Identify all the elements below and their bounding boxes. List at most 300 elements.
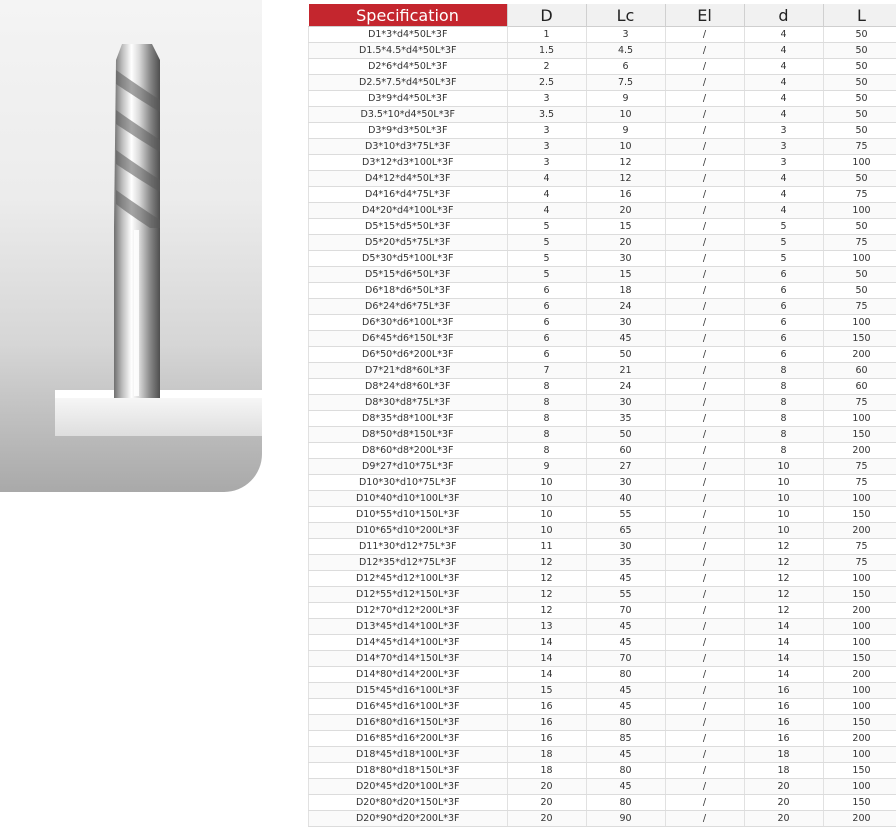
cell-el-value: / (665, 379, 744, 395)
cell-spec: D3*9*d4*50L*3F (309, 91, 508, 107)
table-row (309, 43, 896, 59)
cell-el-value: / (665, 171, 744, 187)
cell-lc-value: 10 (586, 139, 665, 155)
cell-shank-d-value: 6 (744, 299, 823, 315)
cell-el-value: / (665, 795, 744, 811)
cell-d-value: 4 (507, 171, 586, 187)
cell-lc-value: 80 (586, 763, 665, 779)
cell-lc-value: 45 (586, 635, 665, 651)
cell-shank-d-value: 18 (744, 763, 823, 779)
table-row (309, 731, 896, 747)
cell-shank-d-value: 16 (744, 699, 823, 715)
cell-shank-d-value: 5 (744, 235, 823, 251)
cell-length-value: 75 (823, 235, 896, 251)
table-row (309, 763, 896, 779)
cell-el-value: / (665, 427, 744, 443)
cell-lc-value: 50 (586, 427, 665, 443)
cell-spec: D8*24*d8*60L*3F (309, 379, 508, 395)
cell-shank-d-value: 6 (744, 331, 823, 347)
table-row (309, 331, 896, 347)
cell-d-value: 1 (507, 27, 586, 43)
col-header-L: L (823, 4, 896, 27)
cell-el-value: / (665, 139, 744, 155)
cell-length-value: 100 (823, 155, 896, 171)
cell-el-value: / (665, 59, 744, 75)
cell-length-value: 50 (823, 171, 896, 187)
cell-el-value: / (665, 219, 744, 235)
cell-lc-value: 24 (586, 299, 665, 315)
table-row (309, 91, 896, 107)
cell-spec: D10*65*d10*200L*3F (309, 523, 508, 539)
cell-lc-value: 45 (586, 331, 665, 347)
cell-el-value: / (665, 619, 744, 635)
cell-length-value: 200 (823, 523, 896, 539)
cell-spec: D16*80*d16*150L*3F (309, 715, 508, 731)
table-row (309, 411, 896, 427)
cell-shank-d-value: 5 (744, 219, 823, 235)
cell-shank-d-value: 14 (744, 651, 823, 667)
cell-d-value: 3.5 (507, 107, 586, 123)
cell-shank-d-value: 12 (744, 571, 823, 587)
cell-shank-d-value: 10 (744, 491, 823, 507)
cell-shank-d-value: 16 (744, 731, 823, 747)
cell-spec: D5*30*d5*100L*3F (309, 251, 508, 267)
table-row (309, 523, 896, 539)
cell-spec: D5*20*d5*75L*3F (309, 235, 508, 251)
cell-length-value: 100 (823, 571, 896, 587)
cell-el-value: / (665, 555, 744, 571)
cell-el-value: / (665, 747, 744, 763)
cell-d-value: 4 (507, 203, 586, 219)
cell-spec: D16*45*d16*100L*3F (309, 699, 508, 715)
cell-spec: D3*12*d3*100L*3F (309, 155, 508, 171)
table-row (309, 187, 896, 203)
cell-length-value: 50 (823, 283, 896, 299)
cell-length-value: 50 (823, 107, 896, 123)
cell-d-value: 6 (507, 347, 586, 363)
cell-d-value: 10 (507, 523, 586, 539)
cell-lc-value: 55 (586, 507, 665, 523)
cell-shank-d-value: 18 (744, 747, 823, 763)
cell-el-value: / (665, 187, 744, 203)
cell-el-value: / (665, 635, 744, 651)
cell-shank-d-value: 6 (744, 347, 823, 363)
cell-lc-value: 10 (586, 107, 665, 123)
cell-spec: D14*80*d14*200L*3F (309, 667, 508, 683)
cell-length-value: 100 (823, 315, 896, 331)
cell-length-value: 75 (823, 299, 896, 315)
cell-length-value: 150 (823, 587, 896, 603)
col-header-specification: Specification (309, 4, 508, 27)
cell-length-value: 50 (823, 43, 896, 59)
cell-spec: D13*45*d14*100L*3F (309, 619, 508, 635)
cell-el-value: / (665, 651, 744, 667)
cell-length-value: 150 (823, 651, 896, 667)
cell-spec: D6*24*d6*75L*3F (309, 299, 508, 315)
cell-spec: D6*45*d6*150L*3F (309, 331, 508, 347)
end-mill-illustration (0, 0, 262, 492)
cell-shank-d-value: 20 (744, 811, 823, 827)
cell-spec: D11*30*d12*75L*3F (309, 539, 508, 555)
cell-d-value: 3 (507, 139, 586, 155)
cell-el-value: / (665, 251, 744, 267)
cell-d-value: 6 (507, 283, 586, 299)
cell-lc-value: 15 (586, 219, 665, 235)
table-header-row (309, 4, 896, 27)
table-row (309, 155, 896, 171)
cell-spec: D6*30*d6*100L*3F (309, 315, 508, 331)
cell-el-value: / (665, 75, 744, 91)
table-row (309, 507, 896, 523)
cell-shank-d-value: 4 (744, 59, 823, 75)
cell-shank-d-value: 8 (744, 363, 823, 379)
cell-shank-d-value: 3 (744, 139, 823, 155)
cell-spec: D6*18*d6*50L*3F (309, 283, 508, 299)
cell-lc-value: 24 (586, 379, 665, 395)
cell-d-value: 20 (507, 811, 586, 827)
cell-d-value: 14 (507, 667, 586, 683)
cell-el-value: / (665, 475, 744, 491)
cell-spec: D5*15*d6*50L*3F (309, 267, 508, 283)
cell-length-value: 100 (823, 699, 896, 715)
cell-d-value: 16 (507, 731, 586, 747)
cell-shank-d-value: 4 (744, 203, 823, 219)
cell-spec: D1.5*4.5*d4*50L*3F (309, 43, 508, 59)
col-header-D: D (507, 4, 586, 27)
cell-el-value: / (665, 699, 744, 715)
cell-length-value: 200 (823, 667, 896, 683)
cell-d-value: 5 (507, 267, 586, 283)
table-row (309, 571, 896, 587)
cell-lc-value: 80 (586, 795, 665, 811)
cell-spec: D10*40*d10*100L*3F (309, 491, 508, 507)
cell-lc-value: 30 (586, 475, 665, 491)
cell-d-value: 5 (507, 235, 586, 251)
shank-highlight (134, 230, 139, 396)
cell-shank-d-value: 12 (744, 555, 823, 571)
cell-shank-d-value: 6 (744, 267, 823, 283)
cell-shank-d-value: 20 (744, 795, 823, 811)
cell-shank-d-value: 10 (744, 523, 823, 539)
col-header-d: d (744, 4, 823, 27)
cell-length-value: 50 (823, 267, 896, 283)
cell-shank-d-value: 4 (744, 171, 823, 187)
cell-d-value: 10 (507, 491, 586, 507)
cell-d-value: 2 (507, 59, 586, 75)
table-row (309, 171, 896, 187)
product-photo (0, 0, 262, 492)
cell-length-value: 50 (823, 75, 896, 91)
cell-lc-value: 70 (586, 603, 665, 619)
cell-lc-value: 7.5 (586, 75, 665, 91)
table-row (309, 795, 896, 811)
table-row (309, 251, 896, 267)
cell-spec: D3*10*d3*75L*3F (309, 139, 508, 155)
cell-lc-value: 45 (586, 683, 665, 699)
cell-shank-d-value: 6 (744, 315, 823, 331)
cell-el-value: / (665, 347, 744, 363)
cell-shank-d-value: 10 (744, 507, 823, 523)
cell-el-value: / (665, 267, 744, 283)
cell-lc-value: 21 (586, 363, 665, 379)
cell-length-value: 100 (823, 635, 896, 651)
cell-el-value: / (665, 667, 744, 683)
table-row (309, 283, 896, 299)
table-body (309, 27, 896, 827)
table-row (309, 443, 896, 459)
cell-shank-d-value: 14 (744, 635, 823, 651)
cell-lc-value: 18 (586, 283, 665, 299)
cell-lc-value: 3 (586, 27, 665, 43)
cell-spec: D8*30*d8*75L*3F (309, 395, 508, 411)
cell-shank-d-value: 10 (744, 459, 823, 475)
cell-shank-d-value: 16 (744, 715, 823, 731)
table-row (309, 491, 896, 507)
cell-shank-d-value: 8 (744, 379, 823, 395)
table-row (309, 299, 896, 315)
cell-d-value: 18 (507, 763, 586, 779)
table-row (309, 667, 896, 683)
cell-lc-value: 4.5 (586, 43, 665, 59)
cell-d-value: 12 (507, 571, 586, 587)
table-row (309, 475, 896, 491)
cell-lc-value: 30 (586, 395, 665, 411)
cell-d-value: 5 (507, 251, 586, 267)
cell-lc-value: 55 (586, 587, 665, 603)
cell-lc-value: 85 (586, 731, 665, 747)
cell-d-value: 8 (507, 379, 586, 395)
cell-length-value: 150 (823, 763, 896, 779)
cell-el-value: / (665, 763, 744, 779)
cell-el-value: / (665, 811, 744, 827)
cell-el-value: / (665, 731, 744, 747)
cell-shank-d-value: 3 (744, 123, 823, 139)
cell-lc-value: 70 (586, 651, 665, 667)
cell-el-value: / (665, 523, 744, 539)
table-row (309, 747, 896, 763)
cell-shank-d-value: 6 (744, 283, 823, 299)
cell-lc-value: 30 (586, 315, 665, 331)
cell-spec: D10*30*d10*75L*3F (309, 475, 508, 491)
cell-length-value: 50 (823, 91, 896, 107)
cell-lc-value: 12 (586, 155, 665, 171)
cell-length-value: 60 (823, 379, 896, 395)
cell-spec: D8*60*d8*200L*3F (309, 443, 508, 459)
cell-length-value: 75 (823, 475, 896, 491)
cell-length-value: 75 (823, 539, 896, 555)
cell-d-value: 6 (507, 331, 586, 347)
cell-spec: D16*85*d16*200L*3F (309, 731, 508, 747)
table-row (309, 27, 896, 43)
cell-shank-d-value: 10 (744, 475, 823, 491)
cell-d-value: 13 (507, 619, 586, 635)
cell-shank-d-value: 3 (744, 155, 823, 171)
cell-el-value: / (665, 203, 744, 219)
cell-el-value: / (665, 395, 744, 411)
table-row (309, 203, 896, 219)
cell-spec: D6*50*d6*200L*3F (309, 347, 508, 363)
cell-spec: D8*35*d8*100L*3F (309, 411, 508, 427)
cell-length-value: 50 (823, 123, 896, 139)
cell-spec: D14*45*d14*100L*3F (309, 635, 508, 651)
cell-spec: D3*9*d3*50L*3F (309, 123, 508, 139)
cell-spec: D15*45*d16*100L*3F (309, 683, 508, 699)
table-row (309, 267, 896, 283)
cell-spec: D20*90*d20*200L*3F (309, 811, 508, 827)
col-header-El: El (665, 4, 744, 27)
cell-el-value: / (665, 155, 744, 171)
cell-d-value: 8 (507, 411, 586, 427)
cell-length-value: 100 (823, 251, 896, 267)
cell-d-value: 12 (507, 603, 586, 619)
table-row (309, 587, 896, 603)
table-row (309, 139, 896, 155)
cell-shank-d-value: 4 (744, 187, 823, 203)
cell-length-value: 200 (823, 811, 896, 827)
cell-el-value: / (665, 91, 744, 107)
cell-shank-d-value: 8 (744, 427, 823, 443)
cell-length-value: 75 (823, 555, 896, 571)
cell-lc-value: 40 (586, 491, 665, 507)
cell-length-value: 75 (823, 139, 896, 155)
cell-d-value: 12 (507, 587, 586, 603)
cell-spec: D10*55*d10*150L*3F (309, 507, 508, 523)
table-row (309, 699, 896, 715)
cell-length-value: 60 (823, 363, 896, 379)
table-row (309, 619, 896, 635)
cell-shank-d-value: 14 (744, 619, 823, 635)
cell-el-value: / (665, 43, 744, 59)
cell-spec: D4*12*d4*50L*3F (309, 171, 508, 187)
cell-d-value: 4 (507, 187, 586, 203)
cell-el-value: / (665, 235, 744, 251)
cell-d-value: 9 (507, 459, 586, 475)
cell-shank-d-value: 8 (744, 411, 823, 427)
cell-lc-value: 30 (586, 251, 665, 267)
cell-d-value: 10 (507, 475, 586, 491)
cell-shank-d-value: 16 (744, 683, 823, 699)
cell-spec: D8*50*d8*150L*3F (309, 427, 508, 443)
cell-d-value: 8 (507, 427, 586, 443)
table-row (309, 59, 896, 75)
cell-el-value: / (665, 539, 744, 555)
cell-shank-d-value: 8 (744, 443, 823, 459)
cell-lc-value: 16 (586, 187, 665, 203)
cell-el-value: / (665, 331, 744, 347)
cell-el-value: / (665, 603, 744, 619)
cell-d-value: 16 (507, 699, 586, 715)
cell-d-value: 6 (507, 299, 586, 315)
cell-length-value: 50 (823, 219, 896, 235)
cell-spec: D7*21*d8*60L*3F (309, 363, 508, 379)
cell-d-value: 3 (507, 91, 586, 107)
cell-el-value: / (665, 779, 744, 795)
cell-spec: D2.5*7.5*d4*50L*3F (309, 75, 508, 91)
cell-d-value: 18 (507, 747, 586, 763)
cell-shank-d-value: 20 (744, 779, 823, 795)
table-row (309, 347, 896, 363)
cell-d-value: 3 (507, 155, 586, 171)
cell-lc-value: 9 (586, 91, 665, 107)
cell-lc-value: 50 (586, 347, 665, 363)
cell-shank-d-value: 4 (744, 107, 823, 123)
cell-spec: D2*6*d4*50L*3F (309, 59, 508, 75)
cell-shank-d-value: 12 (744, 587, 823, 603)
cell-lc-value: 45 (586, 747, 665, 763)
cell-shank-d-value: 12 (744, 603, 823, 619)
cell-length-value: 150 (823, 427, 896, 443)
cell-d-value: 10 (507, 507, 586, 523)
cell-shank-d-value: 12 (744, 539, 823, 555)
cell-el-value: / (665, 459, 744, 475)
cell-length-value: 100 (823, 683, 896, 699)
table-row (309, 123, 896, 139)
cell-length-value: 100 (823, 411, 896, 427)
cell-d-value: 15 (507, 683, 586, 699)
cell-shank-d-value: 4 (744, 75, 823, 91)
table-row (309, 75, 896, 91)
table-row (309, 539, 896, 555)
table-row (309, 363, 896, 379)
specification-table (308, 4, 896, 827)
cell-spec: D12*70*d12*200L*3F (309, 603, 508, 619)
table-row (309, 715, 896, 731)
cell-d-value: 8 (507, 443, 586, 459)
cell-spec: D20*45*d20*100L*3F (309, 779, 508, 795)
table-row (309, 635, 896, 651)
cell-spec: D1*3*d4*50L*3F (309, 27, 508, 43)
table-row (309, 379, 896, 395)
cell-lc-value: 27 (586, 459, 665, 475)
cell-shank-d-value: 4 (744, 27, 823, 43)
table-row (309, 107, 896, 123)
cell-d-value: 8 (507, 395, 586, 411)
cell-d-value: 20 (507, 779, 586, 795)
col-header-Lc: Lc (586, 4, 665, 27)
cell-spec: D18*80*d18*150L*3F (309, 763, 508, 779)
cell-length-value: 150 (823, 507, 896, 523)
cell-d-value: 5 (507, 219, 586, 235)
cell-lc-value: 45 (586, 571, 665, 587)
cell-d-value: 11 (507, 539, 586, 555)
cell-el-value: / (665, 123, 744, 139)
cell-length-value: 150 (823, 715, 896, 731)
table-row (309, 315, 896, 331)
cell-length-value: 200 (823, 347, 896, 363)
table-row (309, 683, 896, 699)
cell-el-value: / (665, 27, 744, 43)
cell-spec: D4*20*d4*100L*3F (309, 203, 508, 219)
cell-el-value: / (665, 107, 744, 123)
cell-shank-d-value: 14 (744, 667, 823, 683)
table-row (309, 235, 896, 251)
cell-el-value: / (665, 507, 744, 523)
cell-el-value: / (665, 683, 744, 699)
cell-el-value: / (665, 315, 744, 331)
table-row (309, 651, 896, 667)
cell-el-value: / (665, 283, 744, 299)
table-row (309, 219, 896, 235)
cell-spec: D5*15*d5*50L*3F (309, 219, 508, 235)
cell-spec: D18*45*d18*100L*3F (309, 747, 508, 763)
cell-lc-value: 35 (586, 555, 665, 571)
cell-shank-d-value: 8 (744, 395, 823, 411)
cell-length-value: 75 (823, 459, 896, 475)
cell-el-value: / (665, 299, 744, 315)
cell-length-value: 100 (823, 779, 896, 795)
cell-lc-value: 6 (586, 59, 665, 75)
table-row (309, 459, 896, 475)
